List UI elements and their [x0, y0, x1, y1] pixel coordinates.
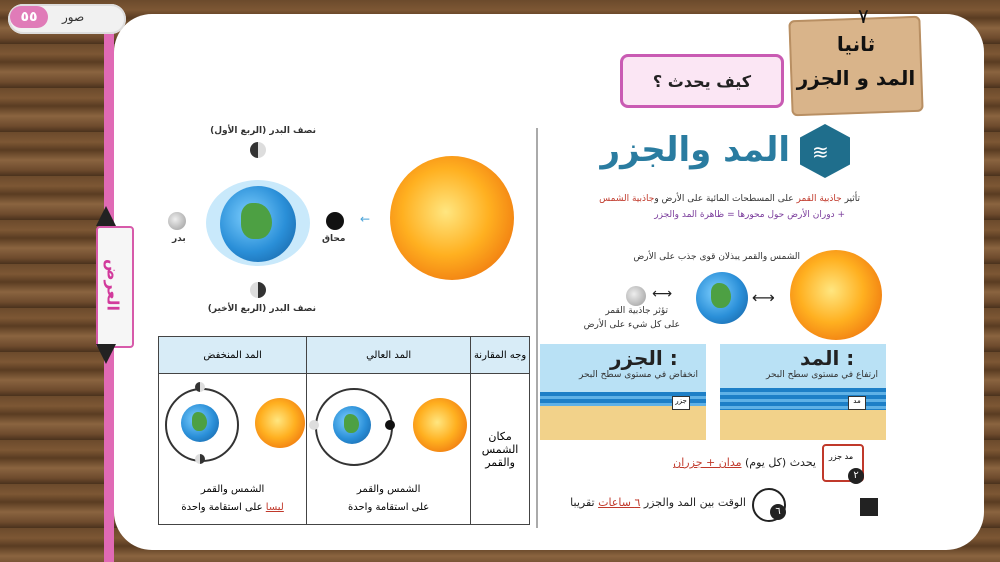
moon-image	[626, 286, 646, 306]
high-tide-desc: ارتفاع في مستوى سطح البحر	[766, 370, 878, 380]
calendar-text: مد جزر	[828, 452, 854, 461]
moon-note-1: تؤثر جاذبية القمر	[605, 306, 668, 316]
paper-number: ٧	[858, 4, 869, 28]
low-tide-title: الجزر :	[610, 346, 678, 370]
definition-line2: + دوران الأرض حول محورها = ظاهرة المد والجزر	[654, 210, 845, 220]
audio-icon[interactable]	[860, 498, 878, 516]
full-moon-label: بدر	[172, 234, 186, 244]
high-cell-text1: الشمس والقمر	[356, 484, 421, 495]
double-arrow-icon: ⟷	[752, 288, 775, 307]
question-box: كيف يحدث ؟	[620, 54, 784, 108]
ribbon-bottom-triangle	[96, 344, 116, 364]
last-quarter-label: نصف البدر (الربع الأخير)	[207, 304, 316, 314]
low-cell-text2: ليسا على استقامة واحدة	[181, 502, 284, 513]
first-quarter-moon	[250, 142, 266, 158]
table-header-low: المد المنخفض	[159, 337, 307, 374]
table-header-high: المد العالي	[307, 337, 471, 374]
low-tide-sand	[540, 406, 706, 440]
first-quarter-label: نصف البدر (الربع الأول)	[210, 126, 316, 136]
last-quarter-moon	[250, 282, 266, 298]
attraction-caption: الشمس والقمر يبذلان قوى جذب على الأرض	[633, 252, 800, 262]
table-header-compare: وجه المقارنة	[471, 337, 530, 374]
occurs-line: يحدث (كل يوم) مدان + جزران	[673, 456, 816, 469]
table-row-label: مكان الشمس والقمر	[471, 374, 530, 525]
definition-line1: تأثير جاذبية القمر على المسطحات المائية على الأرض وجاذبية الشمس	[599, 194, 860, 204]
tab-label: صور	[62, 10, 85, 24]
ribbon-top-triangle	[96, 206, 116, 226]
ribbon-label: العرض	[103, 259, 123, 311]
new-moon	[326, 212, 344, 230]
low-cell-text1: الشمس والقمر	[200, 484, 265, 495]
table-cell-high	[307, 374, 471, 525]
double-arrow-icon-small: ⟷	[652, 286, 673, 302]
low-tide-desc: انخفاض في مستوى سطح البحر	[579, 370, 698, 380]
sunlight-arrow-icon: ←	[360, 212, 371, 226]
new-moon-label: محاق	[322, 234, 346, 244]
clock-badge: ٦	[770, 504, 786, 520]
high-tide-title: المد :	[800, 346, 855, 370]
big-sun	[390, 156, 514, 280]
low-tide-sign: جزر	[672, 396, 690, 410]
time-line: الوقت بين المد والجزر ٦ ساعات تقريبا	[570, 496, 746, 509]
calendar-badge: ٢	[848, 468, 864, 484]
comparison-table	[158, 336, 530, 525]
high-tide-sand	[720, 410, 886, 440]
central-earth	[220, 186, 296, 262]
paper-line2: المد و الجزر	[796, 66, 916, 90]
sun-image	[790, 250, 882, 340]
column-divider	[536, 128, 538, 528]
table-cell-low	[159, 374, 307, 525]
wave-glyph: ≋	[812, 140, 829, 164]
high-cell-text2: على استقامة واحدة	[348, 502, 430, 513]
page-number-badge: ٥٥	[10, 6, 48, 28]
paper-line1: ثانيا	[836, 32, 876, 56]
high-tide-sign: مد	[848, 396, 866, 410]
section-title: المد والجزر	[600, 130, 790, 170]
full-moon	[168, 212, 186, 230]
moon-note-2: على كل شيء على الأرض	[583, 320, 680, 330]
earth-image	[696, 272, 748, 324]
